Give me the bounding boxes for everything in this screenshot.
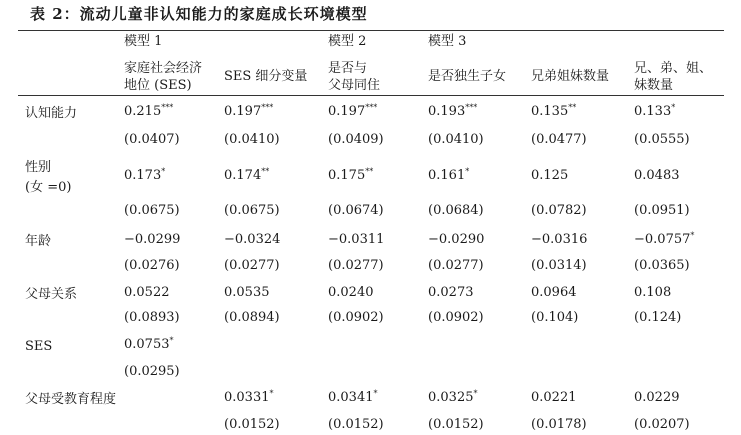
coef-value: 0.0240 xyxy=(328,285,374,300)
se-cell: (0.0276) xyxy=(124,258,180,273)
significance-stars: ** xyxy=(365,167,374,176)
coef-cell xyxy=(428,232,484,247)
coef-value: 0.0753 xyxy=(124,337,170,352)
coef-value: 0.125 xyxy=(531,168,569,183)
coef-cell xyxy=(124,104,173,119)
row-label-line: 性别 xyxy=(25,160,52,175)
se-cell: (0.0295) xyxy=(124,364,180,379)
coef-cell xyxy=(224,232,280,247)
coef-cell xyxy=(634,285,671,300)
se-cell: (0.0365) xyxy=(634,258,690,273)
coef-cell xyxy=(428,285,474,300)
coef-cell xyxy=(531,390,577,405)
coef-cell xyxy=(124,337,174,352)
coef-cell xyxy=(531,104,576,119)
se-cell: (0.0152) xyxy=(328,417,384,432)
coef-value: 0.173 xyxy=(124,168,162,183)
top-rule xyxy=(18,30,724,31)
row-label-line: 父母关系 xyxy=(25,287,78,302)
coef-value: 0.0331 xyxy=(224,390,270,405)
coef-cell xyxy=(634,390,680,405)
row-label-line: 认知能力 xyxy=(25,106,78,121)
coef-cell xyxy=(224,104,273,119)
se-cell: (0.0152) xyxy=(428,417,484,432)
se-cell: (0.0410) xyxy=(224,132,280,147)
coef-value: 0.161 xyxy=(428,168,466,183)
se-cell: (0.0782) xyxy=(531,203,587,218)
coef-value: −0.0311 xyxy=(328,232,385,247)
se-cell: (0.0207) xyxy=(634,417,690,432)
row-label xyxy=(25,337,52,357)
coef-cell xyxy=(224,285,270,300)
se-cell: (0.0674) xyxy=(328,203,384,218)
coef-value: −0.0299 xyxy=(124,232,181,247)
coef-value: −0.0290 xyxy=(428,232,485,247)
se-cell: (0.0314) xyxy=(531,258,587,273)
coef-cell xyxy=(328,232,384,247)
column-header xyxy=(328,60,380,94)
coef-cell xyxy=(634,232,694,247)
column-header-line: 父母同住 xyxy=(328,78,381,93)
coef-cell xyxy=(328,168,373,183)
significance-stars: ** xyxy=(568,103,577,112)
coef-value: 0.197 xyxy=(224,104,262,119)
se-cell: (0.0902) xyxy=(328,310,384,325)
se-cell: (0.0178) xyxy=(531,417,587,432)
column-header xyxy=(224,68,307,85)
se-cell: (0.0152) xyxy=(224,417,280,432)
column-header xyxy=(124,60,202,94)
coef-cell xyxy=(634,168,680,183)
coef-value: 0.0964 xyxy=(531,285,577,300)
significance-stars: ** xyxy=(261,167,270,176)
coef-value: 0.0483 xyxy=(634,168,680,183)
coef-value: 0.133 xyxy=(634,104,672,119)
se-cell: (0.0410) xyxy=(428,132,484,147)
se-cell: (0.0277) xyxy=(328,258,384,273)
column-header xyxy=(531,68,609,85)
se-cell: (0.0902) xyxy=(428,310,484,325)
significance-stars: * xyxy=(473,389,478,398)
significance-stars: * xyxy=(373,389,378,398)
coef-cell xyxy=(328,390,378,405)
coef-value: 0.0522 xyxy=(124,285,170,300)
se-cell: (0.0675) xyxy=(224,203,280,218)
significance-stars: * xyxy=(161,167,166,176)
column-header-line: 兄弟姐妹数量 xyxy=(531,69,610,84)
coef-cell xyxy=(428,390,478,405)
row-label-line: 父母受教育程度 xyxy=(25,392,117,407)
se-cell: (0.0675) xyxy=(124,203,180,218)
coef-value: 0.0229 xyxy=(634,390,680,405)
significance-stars: *** xyxy=(261,103,274,112)
coef-cell xyxy=(634,104,675,119)
row-label-line: SES xyxy=(25,339,53,354)
row-label xyxy=(25,232,51,252)
column-header-line: 是否与 xyxy=(328,61,368,76)
coef-cell xyxy=(224,390,274,405)
row-label xyxy=(25,390,116,410)
column-header-line: 是否独生子女 xyxy=(428,69,507,84)
column-header-line: 地位 (SES) xyxy=(124,78,192,93)
significance-stars: * xyxy=(671,103,676,112)
column-header-line: 妹数量 xyxy=(634,78,674,93)
se-cell: (0.0277) xyxy=(224,258,280,273)
row-label-line: 年龄 xyxy=(25,234,52,249)
column-header-line: SES 细分变量 xyxy=(224,69,308,84)
se-cell: (0.0555) xyxy=(634,132,690,147)
coef-value: 0.174 xyxy=(224,168,262,183)
coef-value: 0.215 xyxy=(124,104,162,119)
model-header: 模型 3 xyxy=(428,34,467,49)
header-rule xyxy=(18,95,724,96)
significance-stars: * xyxy=(465,167,470,176)
coef-cell xyxy=(531,285,577,300)
coef-cell xyxy=(428,104,477,119)
column-header-line: 家庭社会经济 xyxy=(124,61,203,76)
row-label xyxy=(25,158,71,198)
coef-cell xyxy=(124,232,180,247)
row-label-line: (女 =0) xyxy=(25,180,72,195)
coef-value: 0.175 xyxy=(328,168,366,183)
coef-value: 0.108 xyxy=(634,285,672,300)
se-cell: (0.0951) xyxy=(634,203,690,218)
coef-value: −0.0316 xyxy=(531,232,588,247)
coef-cell xyxy=(124,168,165,183)
table-caption: 表 2：流动儿童非认知能力的家庭成长环境模型 xyxy=(30,5,368,23)
se-cell: (0.0477) xyxy=(531,132,587,147)
significance-stars: * xyxy=(169,336,174,345)
significance-stars: *** xyxy=(365,103,378,112)
coef-cell xyxy=(428,168,469,183)
significance-stars: *** xyxy=(465,103,478,112)
se-cell: (0.0407) xyxy=(124,132,180,147)
significance-stars: *** xyxy=(161,103,174,112)
coef-value: −0.0757 xyxy=(634,232,691,247)
coef-cell xyxy=(328,285,374,300)
coef-value: 0.0535 xyxy=(224,285,270,300)
coef-value: −0.0324 xyxy=(224,232,281,247)
coef-value: 0.197 xyxy=(328,104,366,119)
coef-value: 0.0273 xyxy=(428,285,474,300)
coef-value: 0.135 xyxy=(531,104,569,119)
column-header xyxy=(634,60,712,94)
coef-value: 0.193 xyxy=(428,104,466,119)
significance-stars: * xyxy=(690,231,695,240)
se-cell: (0.0409) xyxy=(328,132,384,147)
coef-cell xyxy=(124,285,170,300)
coef-value: 0.0221 xyxy=(531,390,577,405)
significance-stars: * xyxy=(269,389,274,398)
coef-cell xyxy=(531,232,587,247)
row-label xyxy=(25,104,77,124)
se-cell: (0.0684) xyxy=(428,203,484,218)
se-cell: (0.104) xyxy=(531,310,579,325)
se-cell: (0.124) xyxy=(634,310,682,325)
model-header: 模型 1 xyxy=(124,34,163,49)
row-label xyxy=(25,285,77,305)
coef-cell xyxy=(531,168,568,183)
se-cell: (0.0893) xyxy=(124,310,180,325)
column-header-line: 兄、弟、姐、 xyxy=(634,61,713,76)
coef-cell xyxy=(328,104,377,119)
se-cell: (0.0277) xyxy=(428,258,484,273)
model-header: 模型 2 xyxy=(328,34,367,49)
coef-value: 0.0341 xyxy=(328,390,374,405)
se-cell: (0.0894) xyxy=(224,310,280,325)
column-header xyxy=(428,68,506,85)
coef-value: 0.0325 xyxy=(428,390,474,405)
coef-cell xyxy=(224,168,269,183)
